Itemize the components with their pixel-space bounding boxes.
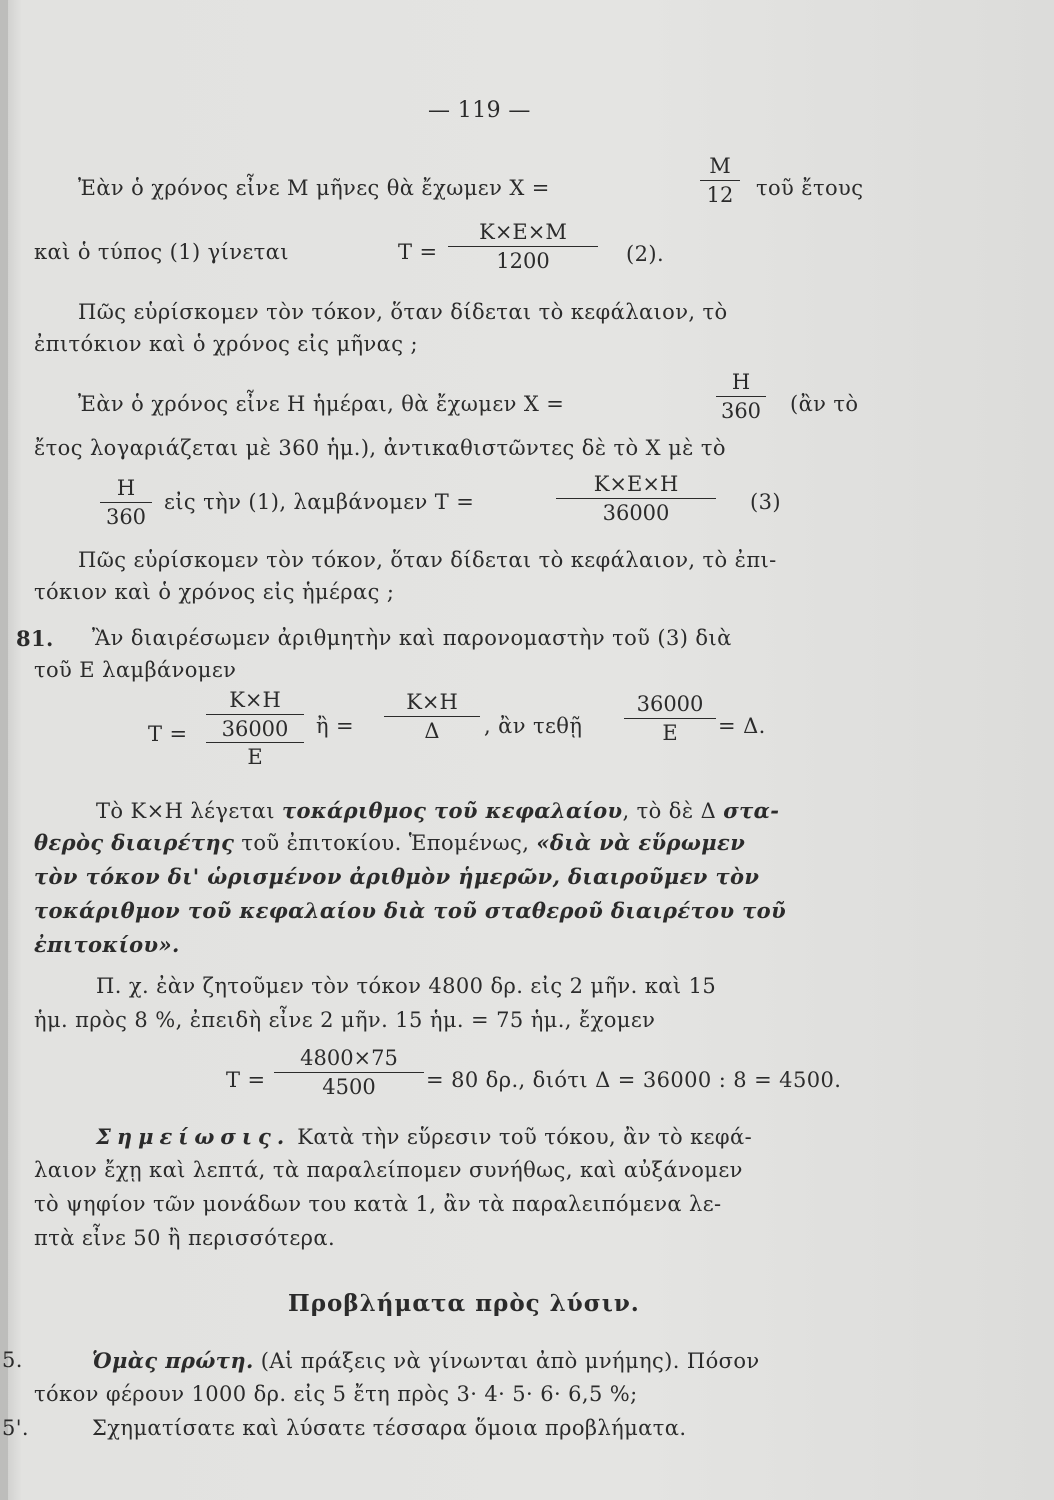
denominator: 12: [706, 183, 734, 207]
denominator: 1200: [496, 249, 550, 273]
inner-denominator: Ε: [247, 745, 263, 769]
term-stathero-diairetis: θερὸς διαιρέτης: [34, 830, 235, 855]
rule-quote-line: ἐπιτοκίου».: [34, 932, 180, 957]
denominator: Ε: [662, 721, 678, 745]
equation-number: (2).: [626, 242, 665, 266]
problem-number: 5'.: [2, 1416, 30, 1440]
text-line: Ἂν διαιρέσωμεν ἀριθμητὴν καὶ παρονομαστὴν τοῦ (3) διὰ: [92, 626, 732, 650]
fraction: [556, 474, 716, 524]
text-line: [96, 1126, 752, 1148]
text-line: Ἐὰν ὁ χρόνος εἶνε Μ μῆνες θὰ ἔχωμεν Χ =: [78, 176, 550, 200]
text-run: Τὸ Κ×Η λέγεται: [96, 799, 275, 823]
text-line: ἢ =: [316, 714, 355, 738]
text-line: καὶ ὁ τύπος (1) γίνεται: [34, 240, 289, 264]
text-run: (Αἱ πράξεις νὰ γίνωνται ἀπὸ μνήμης). Πόσον: [260, 1349, 760, 1373]
note-label: Σημείωσις.: [96, 1124, 291, 1149]
numerator: Μ: [700, 156, 740, 181]
numerator: Κ×Η: [384, 692, 480, 717]
text-line: τόκιον καὶ ὁ χρόνος εἰς ἡμέρας ;: [34, 580, 395, 604]
text-line: Πῶς εὑρίσκομεν τὸν τόκον, ὅταν δίδεται τὸ κεφάλαιον, τὸ ἐπι-: [78, 548, 777, 572]
text-run: , τὸ δὲ Δ: [622, 799, 717, 823]
numerator: Η: [100, 478, 152, 503]
text-line: Ἐὰν ὁ χρόνος εἶνε Η ἡμέραι, θὰ ἔχωμεν Χ =: [78, 392, 565, 416]
text-line: ἡμ. πρὸς 8 %, ἐπειδὴ εἶνε 2 μῆν. 15 ἡμ. = 75 ἡμ., ἔχομεν: [34, 1008, 656, 1032]
numerator: Κ×Ε×Μ: [448, 222, 598, 247]
numerator: 4800×75: [274, 1048, 424, 1073]
inner-numerator: 36000: [206, 715, 304, 743]
text-line: πτὰ εἶνε 50 ἢ περισσότερα.: [34, 1226, 336, 1250]
text-line: λαιον ἔχῃ καὶ λεπτά, τὰ παραλείπομεν συνήθως, καὶ αὐξάνομεν: [34, 1158, 743, 1182]
text-line: τόκον φέρουν 1000 δρ. εἰς 5 ἔτη πρὸς 3· 4· 5· 6· 6,5 %;: [34, 1382, 638, 1406]
text-line: τοῦ Ε λαμβάνομεν: [34, 658, 237, 682]
text-line: ἔτος λογαριάζεται μὲ 360 ἡμ.), ἀντικαθιστῶντες δὲ τὸ Χ μὲ τὸ: [34, 436, 726, 460]
numerator: Η: [716, 372, 766, 397]
text-line: τὸ ψηφίον τῶν μονάδων του κατὰ 1, ἂν τὰ παραλειπόμενα λε-: [34, 1192, 722, 1216]
page-number: — 119 —: [428, 98, 531, 123]
rule-quote-line: τὸν τόκον δι' ὡρισμένον ἀριθμὸν ἡμερῶν, διαιροῦμεν τὸν: [34, 864, 760, 889]
page-edge: [0, 0, 8, 1500]
text-line: Σχηματίσατε καὶ λύσατε τέσσαρα ὅμοια προβλήματα.: [92, 1416, 687, 1440]
fraction: [100, 478, 152, 528]
numerator: 36000: [624, 694, 716, 719]
denominator: 360: [720, 399, 762, 423]
formula-t: Τ =: [398, 240, 438, 264]
group-label: Ὁμὰς πρώτη.: [92, 1348, 254, 1373]
text-run: τοῦ ἐπιτοκίου. Ἑπομένως,: [241, 831, 530, 855]
text-line: ἐπιτόκιον καὶ ὁ χρόνος εἰς μῆνας ;: [34, 332, 418, 356]
text-line: Πῶς εὑρίσκομεν τὸν τόκον, ὅταν δίδεται τὸ κεφάλαιον, τὸ: [78, 300, 728, 324]
rule-quote: «διὰ νὰ εὕρωμεν: [536, 830, 746, 855]
term-run: στα-: [723, 798, 780, 823]
text-line: [96, 800, 779, 822]
problem-number: 5.: [2, 1348, 23, 1372]
text-line: , ἂν τεθῇ: [484, 714, 583, 738]
denominator: 36000: [602, 501, 670, 525]
denominator: Δ: [424, 719, 440, 743]
text-run: Κατὰ τὴν εὕρεσιν τοῦ τόκου, ἂν τὸ κεφά-: [297, 1125, 753, 1149]
text-line: εἰς τὴν (1), λαμβάνομεν Τ =: [164, 490, 475, 514]
text-line: [34, 832, 745, 854]
denominator: 360: [105, 505, 147, 529]
text-line: τοῦ ἔτους: [756, 176, 864, 200]
rule-quote-line: τοκάριθμον τοῦ κεφαλαίου διὰ τοῦ σταθεροῦ διαιρέτου τοῦ: [34, 898, 787, 923]
equation-number: (3): [750, 490, 781, 514]
fraction: [700, 156, 740, 206]
section-number: 81.: [16, 626, 54, 651]
fraction: [274, 1048, 424, 1098]
fraction: [624, 694, 716, 744]
fraction: [448, 222, 598, 272]
fraction: [716, 372, 766, 422]
text-line: = Δ.: [718, 714, 766, 738]
denominator: 4500: [322, 1075, 376, 1099]
compound-fraction: [206, 690, 304, 768]
text-line: [92, 1350, 760, 1372]
formula-t: Τ =: [226, 1068, 266, 1092]
section-heading: Προβλήματα πρὸς λύσιν.: [288, 1290, 640, 1317]
formula-t: Τ =: [148, 722, 188, 746]
text-line: = 80 δρ., διότι Δ = 36000 : 8 = 4500.: [426, 1068, 842, 1092]
text-line: Π. χ. ἐὰν ζητοῦμεν τὸν τόκον 4800 δρ. εἰς 2 μῆν. καὶ 15: [96, 974, 717, 998]
fraction: [384, 692, 480, 742]
numerator: Κ×Η: [206, 690, 304, 715]
text-line: (ἂν τὸ: [790, 392, 859, 416]
numerator: Κ×Ε×Η: [556, 474, 716, 499]
term-tokarithmos: τοκάριθμος τοῦ κεφαλαίου: [281, 798, 623, 823]
